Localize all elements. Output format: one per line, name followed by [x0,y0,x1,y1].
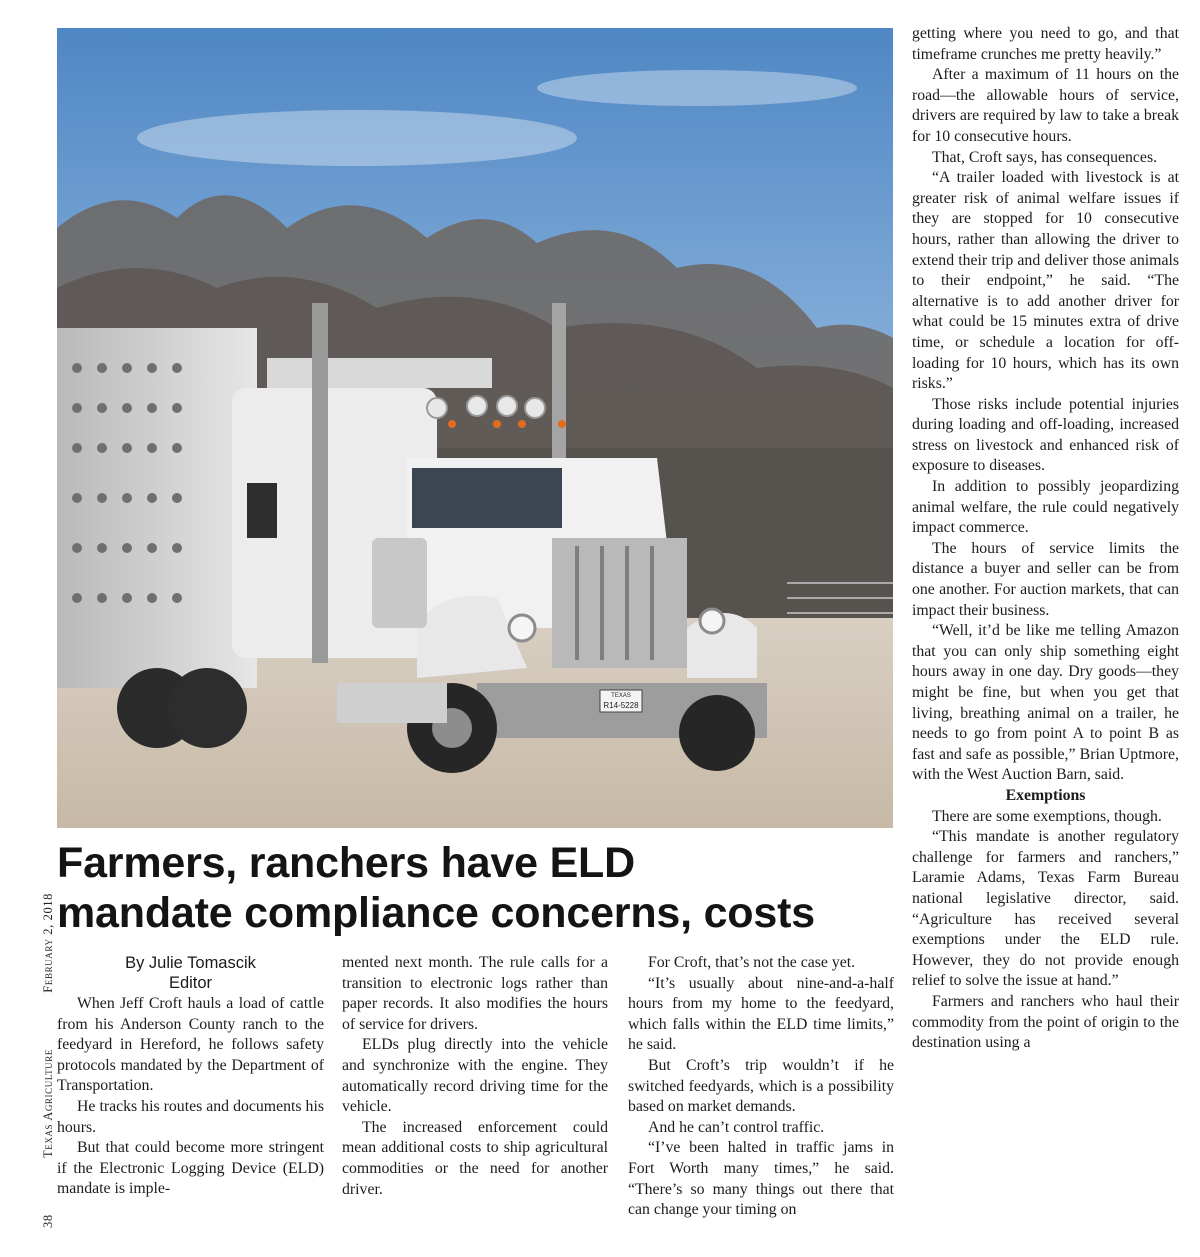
plate-number: R14-5228 [603,701,639,710]
paragraph: But that could become more stringent if the Electronic Logging Device (ELD) mandate is imple- [57,1139,324,1198]
paragraph: mented next month. The rule calls for a transition to electronic logs rather than paper records. It also modifies the hours of service for drivers. [342,954,608,1033]
author-name: By Julie Tomascik [125,954,256,972]
issue-date: February 2, 2018 [40,893,55,993]
article-column-4 [912,24,1179,1054]
paragraph: “I’ve been halted in traffic jams in Fort Worth many times,” he said. “There’s so many things out there that can change your timing on [628,1139,894,1219]
paragraph: “A trailer loaded with livestock is at greater risk of animal welfare issues if they are stopped for 10 consecutive hours, rather than allowing the driver to extend their trip and deliver those animals to their endpoint,” he said. “The alternative is to add another driver for what could be 15 minutes extra of drive time, or schedule a location for off-loading for 10 hours, which has its own risks.” [912,169,1179,393]
publication-name: Texas Agriculture [40,1049,55,1158]
plate-state: TEXAS [611,693,631,699]
paragraph: getting where you need to go, and that timeframe crunches me pretty heavily.” [912,25,1179,63]
section-subhead: Exemptions [1005,786,1086,804]
article-photo [57,28,893,828]
paragraph: Farmers and ranchers who haul their commodity from the point of origin to the destination using a [912,992,1179,1052]
paragraph: After a maximum of 11 hours on the road—the allowable hours of service, drivers are required by law to take a break for 10 consecutive hours. [912,66,1179,145]
paragraph: “This mandate is another regulatory challenge for farmers and ranchers,” Laramie Adams, Texas Farm Bureau national legislative director, said. “Agriculture has received several exemptions under the ELD rule. However, they do not provide enough relief to solve the issue at hand.” [912,828,1179,990]
paragraph: Those risks include potential injuries during loading and off-loading, increased stress on livestock and enhanced risk of exposure to diseases. [912,395,1179,475]
paragraph: That, Croft says, has consequences. [932,148,1158,166]
paragraph: In addition to possibly jeopardizing animal welfare, the rule could negatively impact commerce. [912,478,1179,537]
headline-line-1: Farmers, ranchers have ELD [57,839,635,887]
paragraph: There are some exemptions, though. [932,807,1162,825]
paragraph: And he can’t control traffic. [648,1118,825,1136]
article-headline [57,838,897,938]
article-column-1 [57,994,324,1200]
truck-photo-illustration [57,28,893,828]
paragraph: ELDs plug directly into the vehicle and synchronize with the engine. They automatically record driving time for the vehicle. [342,1036,608,1116]
page-number: 38 [40,1214,55,1228]
author-title: Editor [168,974,213,992]
headline-line-2: mandate compliance concerns, costs [57,889,815,937]
paragraph: He tracks his routes and documents his hours. [57,1097,324,1136]
paragraph: For Croft, that’s not the case yet. [648,954,856,971]
byline [57,953,324,993]
paragraph: The hours of service limits the distance a buyer and seller can be from one another. For auction markets, that can impact their business. [912,539,1179,619]
paragraph: “It’s usually about nine-and-a-half hours from my home to the feedyard, which falls within the ELD time limits,” he said. [628,974,894,1054]
article-column-2 [342,953,608,1200]
paragraph: When Jeff Croft hauls a load of cattle from his Anderson County ranch to the feedyard in Hereford, he follows safety protocols mandated by the Department of Transportation. [57,995,324,1095]
paragraph: But Croft’s trip wouldn’t if he switched feedyards, which is a possibility based on market demands. [628,1056,894,1116]
article-column-3 [628,953,894,1221]
paragraph: “Well, it’d be like me telling Amazon that you can only ship something eight hours away in one day. Dry goods—they might be fine, but when you get that living, breathing animal on a trailer, he needs to go from point A to point B as fast and safe as possible,” Brian Uptmore, with the West Auction Barn, said. [912,622,1179,784]
paragraph: The increased enforcement could mean additional costs to ship agricultural commodities or the need for another driver. [342,1118,608,1198]
